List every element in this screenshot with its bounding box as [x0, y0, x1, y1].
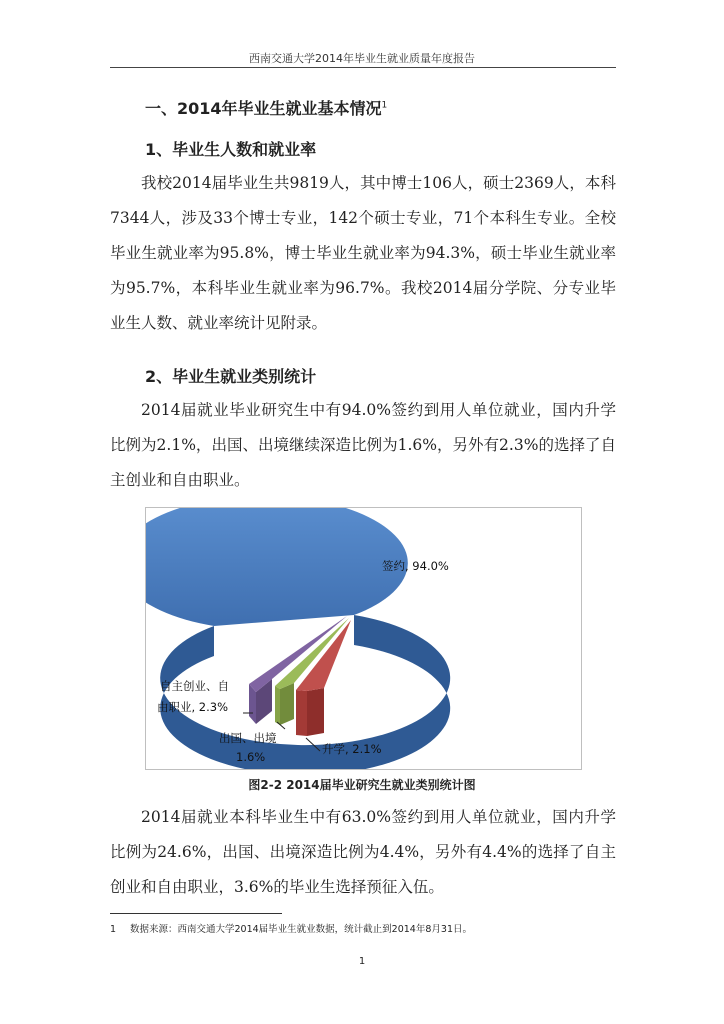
data-label-entrepreneurship-line1: 自主创业、自 — [160, 679, 229, 693]
section-heading — [145, 96, 387, 119]
footnote-text: 数据来源：西南交通大学2014届毕业生就业数据，统计截止到2014年8月31日。 — [130, 924, 472, 935]
data-label-further-study: 升学, 2.1% — [322, 742, 382, 756]
pie-chart-figure — [145, 507, 582, 770]
paragraph-undergrad-employment: 2014届就业本科毕业生中有63.0%签约到用人单位就业，国内升学比例为24.6%，出国、出境深造比例为4.4%，另外有4.4%的选择了自主创业和自由职业，3.6%的毕业生选择预征入伍。 — [110, 808, 616, 896]
subsection-heading-1: 1、毕业生人数和就业率 — [145, 140, 317, 159]
footnote-rule — [110, 913, 282, 914]
data-label-signed: 签约, 94.0% — [382, 559, 449, 573]
footnote-mark[interactable]: 1 — [381, 100, 388, 111]
paragraph-graduate-count: 我校2014届毕业生共9819人，其中博士106人，硕士2369人，本科7344人，涉及33个博士专业，142个硕士专业，71个本科生专业。全校毕业生就业率为95.8%，博士毕业生就业率为94.3%，硕士毕业生就业率为95.7%，本科毕业生就业率为96.7%。我校2014届分学院、分专业毕业生人数、就业率统计见附录。 — [110, 174, 616, 332]
footnote — [110, 921, 472, 935]
paragraph-postgrad-employment: 2014届就业毕业研究生中有94.0%签约到用人单位就业，国内升学比例为2.1%，出国、出境继续深造比例为1.6%，另外有2.3%的选择了自主创业和自由职业。 — [110, 401, 616, 489]
section-title: 一、2014年毕业生就业基本情况 — [145, 99, 382, 118]
data-label-overseas-line2: 1.6% — [236, 750, 266, 764]
data-label-entrepreneurship-line2: 由职业, 2.3% — [157, 700, 229, 714]
subsection-heading-2: 2、毕业生就业类别统计 — [145, 367, 317, 386]
pie-slice-signed — [146, 508, 408, 626]
pie-chart — [146, 508, 581, 769]
running-header: 西南交通大学2014年毕业生就业质量年度报告 — [249, 52, 475, 65]
data-label-overseas-line1: 出国、出境 — [219, 731, 277, 745]
figure-caption: 图2-2 2014届毕业研究生就业类别统计图 — [248, 778, 476, 792]
footnote-number: 1 — [110, 924, 117, 935]
page-number: 1 — [358, 956, 366, 967]
pie-slice-further-study — [296, 620, 351, 736]
header-rule — [110, 67, 616, 68]
